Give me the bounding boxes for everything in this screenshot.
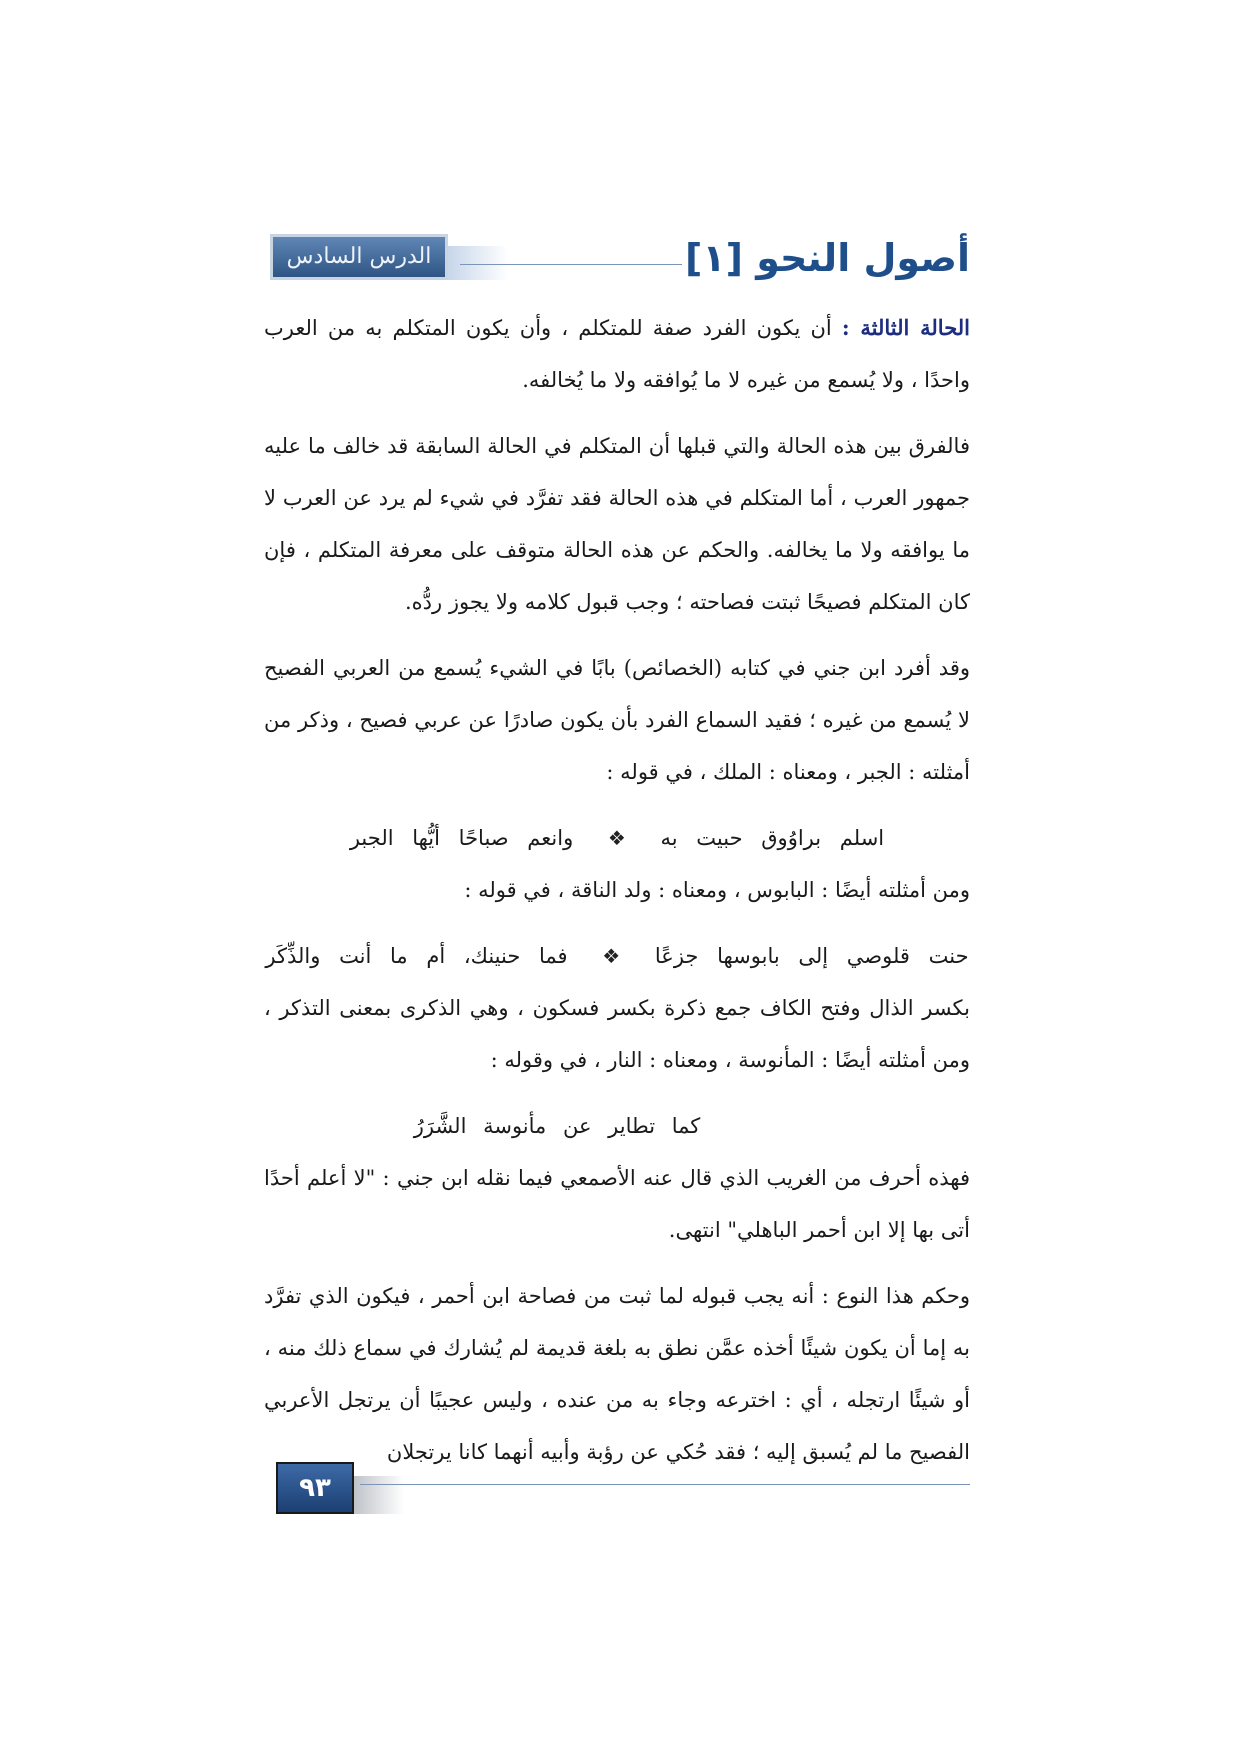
verse-2-first-hemistich: حنت قلوصي إلى بابوسها جزعًا: [654, 944, 969, 968]
lesson-badge: الدرس السادس: [270, 234, 448, 280]
page-footer: [276, 1462, 970, 1518]
verse-separator-icon: ❖: [602, 944, 621, 968]
verse-line-2: [264, 930, 970, 982]
case-text: أن يكون الفرد صفة للمتكلم ، وأن يكون المتكلم به من العرب واحدًا ، ولا يُسمع من غيره لا ما يُوافقه ولا ما يُخالفه.: [264, 316, 970, 392]
page-title: أصول النحو [١]: [685, 236, 970, 280]
verse-1-first-hemistich: اسلم براوُوق حبيت به: [660, 826, 885, 850]
footer-divider: [360, 1484, 970, 1485]
verse-1-second-hemistich: وانعم صباحًا أيُّها الجبر: [349, 826, 574, 850]
page-number: ٩٣: [276, 1462, 354, 1514]
paragraph-difference: فالفرق بين هذه الحالة والتي قبلها أن المتكلم في الحالة السابقة قد خالف ما عليه جمهور العرب ، أما المتكلم في هذه الحالة فقد تفرَّد في شيء لم يرد عن العرب لا ما يوافقه ولا ما يخالفه. والحكم عن هذه الحالة متوقف على معرفة المتكلم ، فإن كان المتكلم فصيحًا ثبتت فصاحته ؛ وجب قبول كلامه ولا يجوز ردُّه.: [264, 434, 970, 614]
verse-line-3: كما تطاير عن مأنوسة الشَّرَرُ: [413, 1114, 701, 1138]
page-body: [264, 302, 970, 1492]
paragraph-dhikr: بكسر الذال وفتح الكاف جمع ذكرة بكسر فسكون ، وهي الذكرى بمعنى التذكر ، ومن أمثلته أيضًا : المأنوسة ، ومعناه : النار ، في وقوله :: [264, 996, 970, 1072]
header-divider: [460, 264, 682, 265]
case-label: الحالة الثالثة :: [841, 315, 970, 340]
verse-separator-icon: ❖: [607, 826, 626, 850]
verse-line-1: [264, 812, 970, 864]
verse-2-second-hemistich: فما حنينك، أم ما أنت والذِّكَر: [265, 944, 568, 968]
paragraph-asmai: فهذه أحرف من الغريب الذي قال عنه الأصمعي فيما نقله ابن جني : "لا أعلم أحدًا أتى بها إلا ابن أحمر الباهلي" انتهى.: [264, 1166, 970, 1242]
page-number-shadow: [354, 1476, 404, 1514]
page-header: [270, 228, 970, 288]
paragraph-case-three: [264, 302, 970, 406]
paragraph-babus: ومن أمثلته أيضًا : البابوس ، ومعناه : ولد الناقة ، في قوله :: [464, 878, 970, 902]
lesson-badge-shadow: [448, 246, 508, 280]
paragraph-ibn-jinni: وقد أفرد ابن جني في كتابه (الخصائص) بابًا في الشيء يُسمع من العربي الفصيح لا يُسمع من غيره ؛ فقيد السماع الفرد بأن يكون صادرًا عن عربي فصيح ، وذكر من أمثلته : الجبر ، ومعناه : الملك ، في قوله :: [264, 656, 970, 784]
paragraph-ruling: وحكم هذا النوع : أنه يجب قبوله لما ثبت من فصاحة ابن أحمر ، فيكون الذي تفرَّد به إما أن يكون شيئًا أخذه عمَّن نطق به بلغة قديمة لم يُشارك في سماع ذلك منه ، أو شيئًا ارتجله ، أي : اخترعه وجاء به من عنده ، وليس عجيبًا أن يرتجل الأعربي الفصيح ما لم يُسبق إليه ؛ فقد حُكي عن رؤبة وأبيه أنهما كانا يرتجلان: [264, 1284, 970, 1464]
